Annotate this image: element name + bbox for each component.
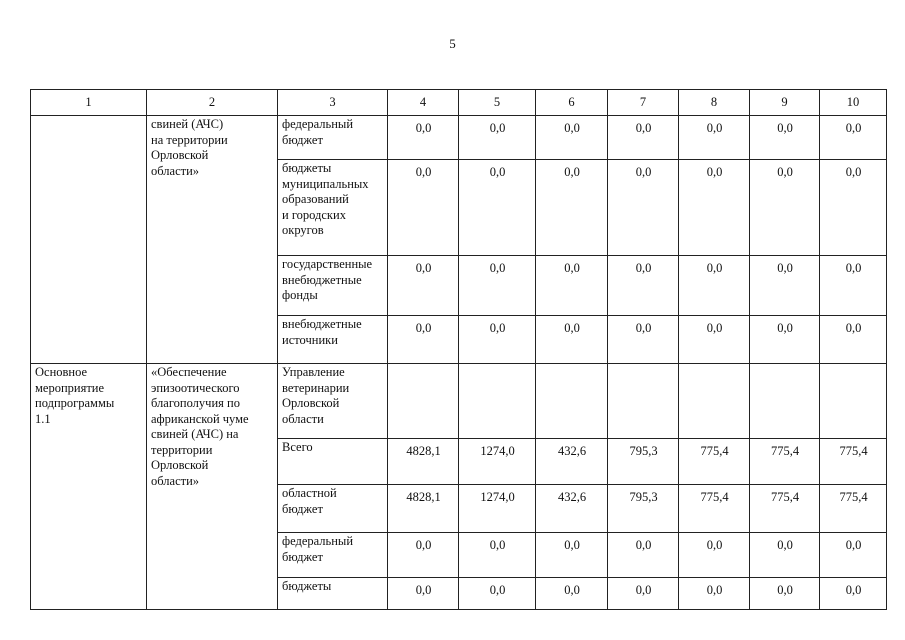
funding-source-cell: областной бюджет — [278, 485, 388, 533]
value-cell: 0,0 — [459, 578, 536, 610]
value-cell: 0,0 — [820, 256, 887, 316]
value-cell: 0,0 — [536, 578, 608, 610]
value-cell: 0,0 — [679, 316, 750, 364]
value-cell: 0,0 — [536, 116, 608, 160]
value-cell: 775,4 — [820, 439, 887, 485]
value-cell: 0,0 — [388, 116, 459, 160]
value-cell: 0,0 — [679, 160, 750, 256]
column-number-header: 5 — [459, 90, 536, 116]
value-cell: 0,0 — [820, 316, 887, 364]
value-cell: 0,0 — [388, 160, 459, 256]
value-cell — [608, 364, 679, 439]
event-description-cell: свиней (АЧС) на территории Орловской области» — [147, 116, 278, 364]
value-cell: 0,0 — [750, 116, 820, 160]
value-cell: 0,0 — [536, 533, 608, 578]
page-number: 5 — [449, 36, 456, 51]
table-row — [31, 116, 887, 160]
value-cell: 0,0 — [608, 256, 679, 316]
value-cell — [536, 364, 608, 439]
value-cell: 0,0 — [679, 533, 750, 578]
value-cell: 0,0 — [820, 533, 887, 578]
value-cell: 775,4 — [750, 439, 820, 485]
value-cell: 0,0 — [459, 160, 536, 256]
value-cell: 0,0 — [608, 578, 679, 610]
value-cell: 0,0 — [536, 316, 608, 364]
value-cell: 0,0 — [820, 578, 887, 610]
value-cell: 775,4 — [820, 485, 887, 533]
value-cell: 1274,0 — [459, 439, 536, 485]
value-cell: 0,0 — [459, 316, 536, 364]
event-name-cell — [31, 116, 147, 364]
value-cell — [459, 364, 536, 439]
funding-source-cell: бюджеты — [278, 578, 388, 610]
value-cell: 1274,0 — [459, 485, 536, 533]
column-number-header: 8 — [679, 90, 750, 116]
funding-source-cell: федеральный бюджет — [278, 533, 388, 578]
value-cell: 0,0 — [459, 256, 536, 316]
value-cell: 0,0 — [608, 160, 679, 256]
funding-source-cell: Всего — [278, 439, 388, 485]
budget-table — [30, 89, 887, 610]
value-cell: 0,0 — [388, 316, 459, 364]
event-name-cell: Основное мероприятие подпрограммы 1.1 — [31, 364, 147, 610]
column-number-header: 7 — [608, 90, 679, 116]
value-cell: 0,0 — [679, 578, 750, 610]
value-cell: 0,0 — [459, 116, 536, 160]
value-cell: 0,0 — [608, 533, 679, 578]
event-description-cell: «Обеспечение эпизоотического благополучия по африканской чуме свиней (АЧС) на территории Орловской области» — [147, 364, 278, 610]
table-row — [31, 364, 887, 439]
funding-source-cell: федеральный бюджет — [278, 116, 388, 160]
value-cell: 775,4 — [679, 439, 750, 485]
value-cell: 0,0 — [608, 116, 679, 160]
value-cell: 0,0 — [820, 160, 887, 256]
column-number-header: 1 — [31, 90, 147, 116]
value-cell: 775,4 — [679, 485, 750, 533]
value-cell: 0,0 — [388, 578, 459, 610]
value-cell: 0,0 — [459, 533, 536, 578]
value-cell: 775,4 — [750, 485, 820, 533]
column-number-header: 10 — [820, 90, 887, 116]
column-number-header: 6 — [536, 90, 608, 116]
value-cell: 432,6 — [536, 439, 608, 485]
value-cell: 0,0 — [750, 256, 820, 316]
value-cell: 432,6 — [536, 485, 608, 533]
value-cell: 0,0 — [679, 116, 750, 160]
value-cell: 4828,1 — [388, 485, 459, 533]
funding-source-cell: внебюджетные источники — [278, 316, 388, 364]
value-cell: 0,0 — [388, 533, 459, 578]
value-cell: 795,3 — [608, 485, 679, 533]
funding-source-cell: Управление ветеринарии Орловской области — [278, 364, 388, 439]
value-cell: 0,0 — [750, 316, 820, 364]
value-cell: 0,0 — [820, 116, 887, 160]
value-cell — [388, 364, 459, 439]
funding-source-cell: государственные внебюджетные фонды — [278, 256, 388, 316]
value-cell: 0,0 — [536, 256, 608, 316]
value-cell: 4828,1 — [388, 439, 459, 485]
value-cell: 0,0 — [750, 533, 820, 578]
value-cell: 0,0 — [608, 316, 679, 364]
header-row — [31, 90, 887, 116]
column-number-header: 2 — [147, 90, 278, 116]
value-cell: 0,0 — [750, 160, 820, 256]
value-cell: 795,3 — [608, 439, 679, 485]
value-cell: 0,0 — [679, 256, 750, 316]
column-number-header: 9 — [750, 90, 820, 116]
value-cell — [679, 364, 750, 439]
column-number-header: 4 — [388, 90, 459, 116]
column-number-header: 3 — [278, 90, 388, 116]
value-cell — [820, 364, 887, 439]
value-cell: 0,0 — [750, 578, 820, 610]
value-cell — [750, 364, 820, 439]
funding-source-cell: бюджеты муниципальных образований и городских округов — [278, 160, 388, 256]
value-cell: 0,0 — [388, 256, 459, 316]
value-cell: 0,0 — [536, 160, 608, 256]
